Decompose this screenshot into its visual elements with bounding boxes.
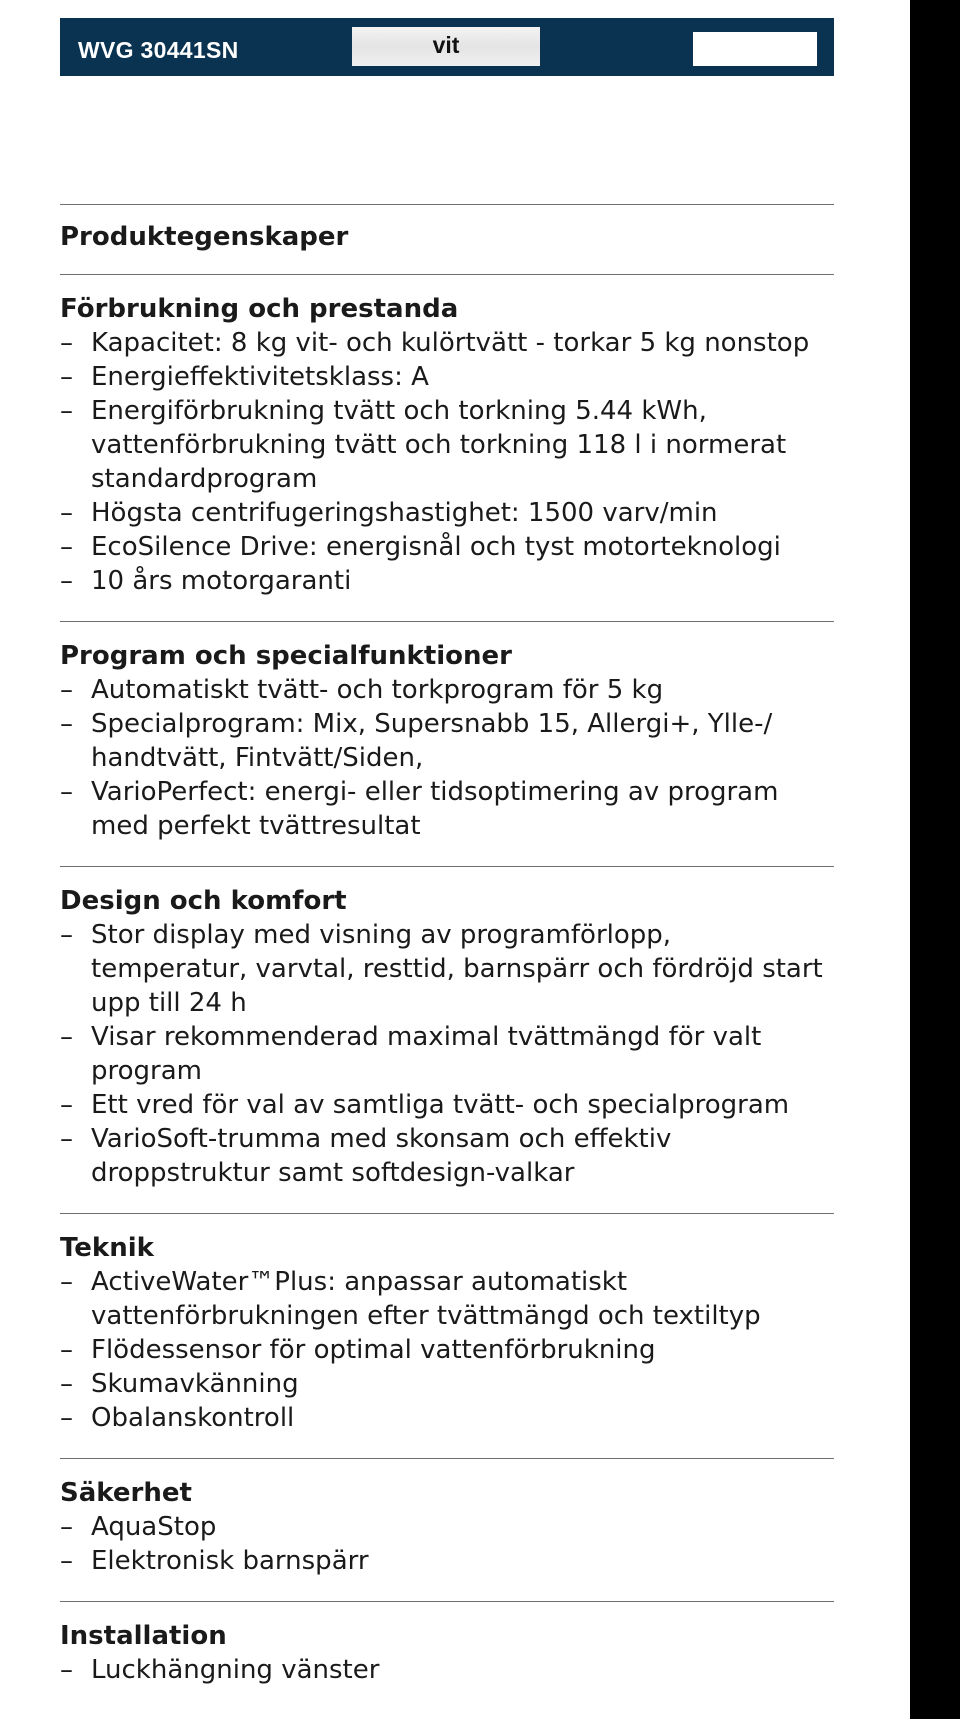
- right-edge-bar: [910, 0, 960, 1719]
- feature-item: – Visar rekommenderad maximal tvättmängd för valt program: [60, 1020, 834, 1088]
- section-title: Design och komfort: [60, 886, 347, 916]
- section-title: Installation: [60, 1621, 227, 1651]
- divider: [60, 204, 834, 205]
- feature-item: – VarioPerfect: energi- eller tidsoptimering av program med perfekt tvättresultat: [60, 775, 834, 843]
- feature-item: – Ett vred för val av samtliga tvätt- och specialprogram: [60, 1088, 834, 1122]
- feature-item: – Luckhängning vänster: [60, 1653, 834, 1687]
- feature-item: – Kapacitet: 8 kg vit- och kulörtvätt - torkar 5 kg nonstop: [60, 326, 834, 360]
- feature-item: – Högsta centrifugeringshastighet: 1500 varv/min: [60, 496, 834, 530]
- section-title: Förbrukning och prestanda: [60, 294, 459, 324]
- feature-list: [60, 326, 834, 598]
- feature-list: [60, 1510, 834, 1578]
- feature-list: [60, 1265, 834, 1435]
- feature-item: – AquaStop: [60, 1510, 834, 1544]
- blank-label-box: [693, 32, 817, 66]
- feature-item: – Energiförbrukning tvätt och torkning 5.44 kWh, vattenförbrukning tvätt och torkning 118 l i normerat standardprogram: [60, 394, 834, 496]
- page-title: Produktegenskaper: [60, 222, 349, 252]
- section-title: Teknik: [60, 1233, 154, 1263]
- feature-item: – Specialprogram: Mix, Supersnabb 15, Allergi+, Ylle-/ handtvätt, Fintvätt/Siden,: [60, 707, 834, 775]
- feature-item: – ActiveWater™Plus: anpassar automatiskt vattenförbrukningen efter tvättmängd och textiltyp: [60, 1265, 834, 1333]
- feature-item: – Automatiskt tvätt- och torkprogram för 5 kg: [60, 673, 834, 707]
- feature-item: – Energieffektivitetsklass: A: [60, 360, 834, 394]
- color-label: vit: [352, 27, 540, 66]
- feature-section: [60, 275, 834, 621]
- feature-section: [60, 1602, 834, 1710]
- feature-section: [60, 622, 834, 866]
- feature-item: – Flödessensor för optimal vattenförbrukning: [60, 1333, 834, 1367]
- feature-list: [60, 918, 834, 1190]
- product-properties: [60, 204, 834, 1710]
- feature-section: [60, 1214, 834, 1458]
- feature-item: – Skumavkänning: [60, 1367, 834, 1401]
- feature-list: [60, 1653, 834, 1687]
- product-header-bar: [60, 18, 834, 76]
- model-number: WVG 30441SN: [78, 37, 239, 63]
- section-title: Säkerhet: [60, 1478, 192, 1508]
- section-title: Program och specialfunktioner: [60, 641, 512, 671]
- feature-section: [60, 1459, 834, 1601]
- feature-item: – EcoSilence Drive: energisnål och tyst motorteknologi: [60, 530, 834, 564]
- feature-item: – Elektronisk barnspärr: [60, 1544, 834, 1578]
- feature-item: – VarioSoft-trumma med skonsam och effektiv droppstruktur samt softdesign-valkar: [60, 1122, 834, 1190]
- feature-item: – 10 års motorgaranti: [60, 564, 834, 598]
- feature-item: – Stor display med visning av programförlopp, temperatur, varvtal, resttid, barnspärr och fördröjd start upp till 24 h: [60, 918, 834, 1020]
- sections-container: [60, 274, 834, 1710]
- feature-list: [60, 673, 834, 843]
- feature-item: – Obalanskontroll: [60, 1401, 834, 1435]
- feature-section: [60, 867, 834, 1213]
